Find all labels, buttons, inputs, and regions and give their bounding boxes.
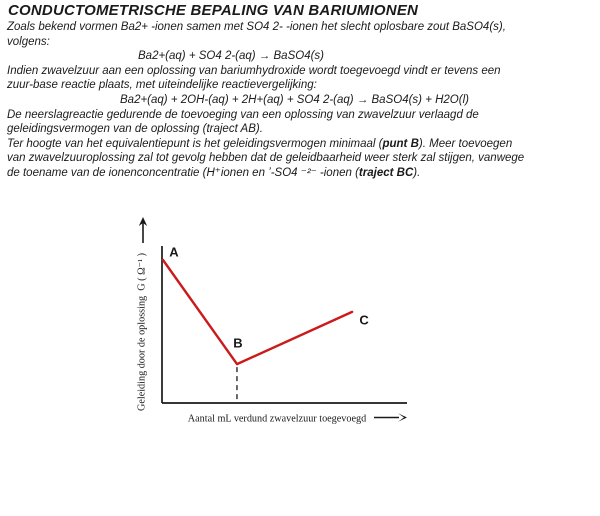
y-axis-label: Geleiding door de oplossing G ( Ω⁻¹ ) <box>136 252 148 412</box>
paragraph-line <box>7 108 524 123</box>
equation-precipitation <box>138 49 524 64</box>
text-run: ). <box>413 166 421 179</box>
paragraph-line <box>7 166 524 181</box>
paragraph-line <box>7 137 524 152</box>
body-text <box>7 20 524 181</box>
paragraph-line <box>7 64 524 79</box>
text-run: de toename van de ionenconcentratie (H⁺ionen en ʼ-SO4 ⁻²⁻ -ionen ( <box>7 166 359 179</box>
paragraph-line <box>7 151 524 166</box>
conductance-curve <box>163 260 352 364</box>
equation-text: Ba2+(aq) + SO4 2-(aq) → BaSO4(s) <box>138 50 324 63</box>
text-run-bold: punt B <box>382 137 419 150</box>
text-run: van zwavelzuuroplossing zal tot gevolg hebben dat de geleidbaarheid weer sterk zal stijgen, vanwege <box>7 152 525 165</box>
paragraph-line <box>7 35 524 50</box>
paragraph-line <box>7 122 524 137</box>
text-run: zuur-base reactie plaats, met uiteindelijke reactievergelijking: <box>7 79 317 92</box>
text-run: geleidingsvermogen van de oplossing (traject AB). <box>7 123 263 136</box>
point-label-c: C <box>359 312 369 328</box>
x-axis-right-arrow-head <box>398 413 407 421</box>
page-title: CONDUCTOMETRISCHE BEPALING VAN BARIUMIONEN <box>8 2 419 19</box>
text-run: Ter hoogte van het equivalentiepunt is het geleidingsvermogen minimaal ( <box>7 137 383 150</box>
point-label-a: A <box>169 244 179 260</box>
paragraph-line <box>7 78 524 93</box>
text-run-bold: traject BC <box>358 166 414 179</box>
text-run: Indien zwavelzuur aan een oplossing van bariumhydroxide wordt toegevoegd vindt er tevens een <box>7 64 501 77</box>
equation-overall-reaction <box>120 93 524 108</box>
point-label-b: B <box>233 335 243 351</box>
text-run: ). Meer toevoegen <box>418 137 513 150</box>
equation-text: Ba2+(aq) + 2OH-(aq) + 2H+(aq) + SO4 2-(aq) → BaSO4(s) + H2O(l) <box>120 93 469 106</box>
x-axis-label: Aantal mL verdund zwavelzuur toegevoegd <box>187 413 367 425</box>
text-run: Zoals bekend vormen Ba2+ -ionen samen met SO4 2- -ionen het slecht oplosbare zout BaSO4(s), <box>7 21 506 33</box>
conductivity-titration-chart <box>125 215 425 440</box>
chart-svg <box>125 215 425 440</box>
paragraph-line <box>7 20 524 35</box>
text-run: volgens: <box>7 35 50 48</box>
text-run: De neerslagreactie gedurende de toevoeging van een oplossing van zwavelzuur verlaagd de <box>7 108 479 121</box>
